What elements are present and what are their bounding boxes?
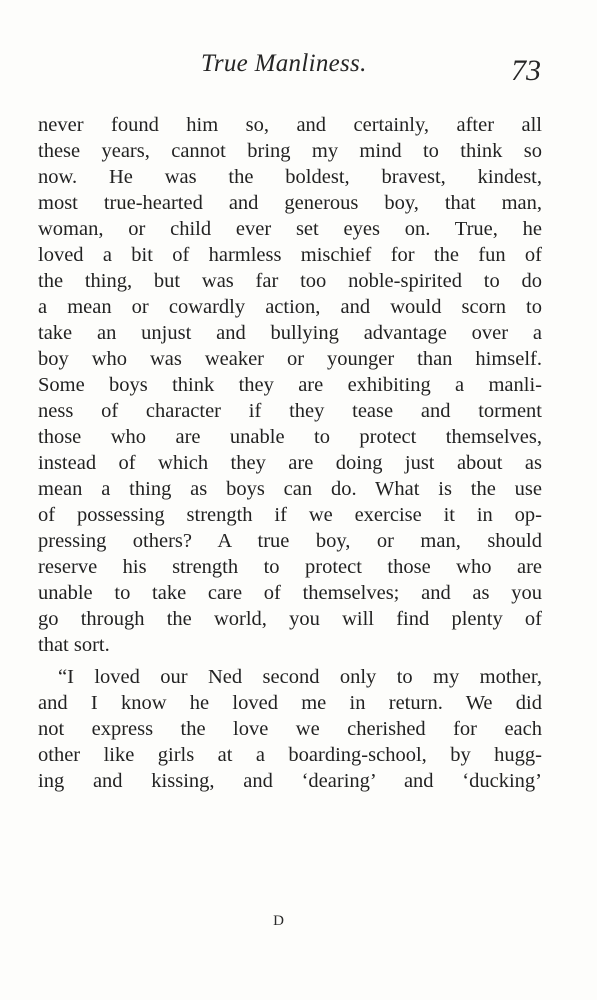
text-line: reserve his strength to protect those who are xyxy=(38,556,542,578)
body-text xyxy=(38,112,542,794)
text-line: now. He was the boldest, bravest, kindest, xyxy=(38,166,542,188)
text-line: those who are unable to protect themselves, xyxy=(38,426,542,448)
text-line: take an unjust and bullying advantage over a xyxy=(38,322,542,344)
text-line: these years, cannot bring my mind to think so xyxy=(38,140,542,162)
paragraph-1 xyxy=(38,112,542,658)
text-line: of possessing strength if we exercise it in op- xyxy=(38,504,542,526)
signature-letter: D xyxy=(273,913,284,929)
text-line: Some boys think they are exhibiting a manli- xyxy=(38,374,542,396)
text-line: a mean or cowardly action, and would scorn to xyxy=(38,296,542,318)
text-line: go through the world, you will find plenty of xyxy=(38,608,542,630)
text-line: other like girls at a boarding-school, by hugg- xyxy=(38,744,542,766)
text-line: loved a bit of harmless mischief for the fun of xyxy=(38,244,542,266)
text-line: instead of which they are doing just about as xyxy=(38,452,542,474)
signature-mark xyxy=(0,913,597,930)
text-line: that sort. xyxy=(38,634,110,656)
text-line: woman, or child ever set eyes on. True, he xyxy=(38,218,542,240)
text-line: unable to take care of themselves; and as you xyxy=(38,582,542,604)
running-title: True Manliness. xyxy=(201,50,367,77)
text-line: ness of character if they tease and torment xyxy=(38,400,542,422)
text-line: most true-hearted and generous boy, that man, xyxy=(38,192,542,214)
text-line: and I know he loved me in return. We did xyxy=(38,692,542,714)
text-line: not express the love we cherished for each xyxy=(38,718,542,740)
page-number: 73 xyxy=(511,54,541,87)
text-line: ing and kissing, and ‘dearing’ and ‘ducking’ xyxy=(38,770,542,792)
text-line: never found him so, and certainly, after all xyxy=(38,114,542,136)
text-line: boy who was weaker or younger than himself. xyxy=(38,348,542,370)
paragraph-2 xyxy=(38,664,542,794)
running-head xyxy=(0,48,597,88)
text-line: pressing others? A true boy, or man, should xyxy=(38,530,542,552)
text-line: “I loved our Ned second only to my mother, xyxy=(58,666,542,688)
text-line: the thing, but was far too noble-spirited to do xyxy=(38,270,542,292)
text-line: mean a thing as boys can do. What is the use xyxy=(38,478,542,500)
